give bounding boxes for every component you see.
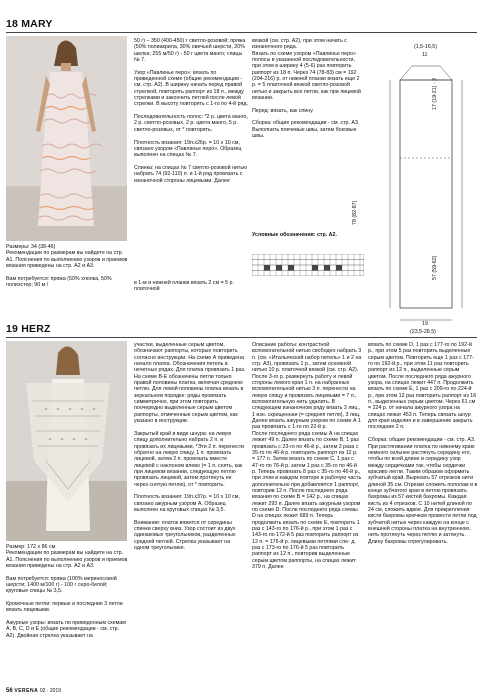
herz-column-3: вязать по схеме D, 1 раз с 177-го по 192-й р., при этом 5 раз повторить выделенные серым цветом. Повторить еще 1 раз с 177-го по 192-й р., при этом 11 раз повторить раппорт из 12 п., выделенные серым цветом. После последнего ряда ажурного узора, на спицах лежит 447 п. Продолжить вязать по схеме E, 1 раз с 209-го по 224-й р., при этом 12 раз повторить раппорт из 16 п., выделенных серым цветом. Через 61 см = 224 р. от начала ажурного узора на спицах лежат 453 п. Теперь связать шнур для края изделия и в завершение закрыть последние 2 п. Сборка: общие рекомендации - см. стр. А3. При растягивании платка по нижнему краю немного сильнее растянуть середину его, чтобы по всей длине и середину узор между сердечками так, чтобы сердечки красиво легли. Таким образом оформить зубчатый край. Вырезать 57 отрезков нити длиной 35 см. Отрезки сложить пополам и в конце зубчатого края в петлю провязать бахромы из 57 кистей бахромы. Каждая кисть из 4 отрезков. С 10 нитей длиной по 24 см, сложить вдвое. Для прикрепления кисти бахромы крючком провести петли под зубчатой нитью через каждую на конце с внешней стороны платка на внутреннюю, нить протянуть через петлю и затянуть. Длину бахромы отрегулировать. [368,342,478,545]
section-title-mary [6,18,53,30]
section-number: 19 [6,323,19,335]
schematic-dim-a: 17 (19-21) - 2 [432,77,438,110]
issue-number: 02 · 2019 [39,688,62,694]
herz-column-1: участки, выделенные серым цветом, обозначают раппорты, которые повторить согласно инструкции. На схеме А приведена начало платка. Обозначения петель в нечетных рядах. Для платка провязать 1 раз. На схеме В-E обозначены петли только правой половины платка, включая среднюю петлю. Для левой половины платка вязать в зеркальном порядке: ряды провязать симметрично, при этом повторить поочередно выделенные серым цветом раппорты, отмеченные серым цветом, как указано в инструкции. Закрытый край в виде шнура: на левую спицу дополнительно набрать 2 п. и провязать их лицевыми. *Эти 2 п. перенести обратно на левую спицу, 1 п. провязать лицевой, затем 2 п. провязать вместе лицевой с наклоном влево (= 1 п. снять, как при лицевом вязании, следующую петлю провязать лицевой, затем протянуть ее через снятую петлю), от * повторить. Плотность вязания: 19п.х37р. = 10 х 10 см, связано ажурным узором А. Образец выполнен на круговых спицах № 3,5. Внимание: платок вяжется от середины спинки сверху вниз. Узор состоит из двух одинаковых треугольников, разделенных средней петлей. Стрелка указывает на одном треугольнике. [134,342,246,551]
herz-column-2: Описание работы: контрастной вспомогательной нитью свободно набрать 3 п. (см. «Итальянский набор петель» 1 и 2 на стр. А3), провязать 1 р., затем основной нитью 10 р. платочной вязкой (см. стр. А2). После 3-го р. развернуть работу и левой стороны левого края 1 п. на набранных вспомогательной нитью 3 п. перенести на левую спицу и провязать лицевыми = 7 п., вспомогательную нить удалить. В следующем изнаночном ряду вязать 3 лиц., 1 изн. скрещенная (= средняя петля), 3 лиц. Далее вязать ажурным узором по схеме А 1 раз провязать с 1-го по 22-й р. После последнего ряда схемы А на спицах лежит 49 п. Далее вязать по схеме В, 1 раз провязать с 23-го по 46-й р., затем 2 раза с 35-го по 46-й р. повторить раппорт из 12 р. = 177 п. Затем вязать по схеме С, 1 раз с 47-го по 76-й р. затем 1 раз с 35-го по 46-й р. Теперь провязать 8 раз с 35-го по 46-й р., при этом в каждом повторе в рабочую часть дополнительно при добавляется 1 раппорт, повторив 12 п. После последнего ряда вязания по схеме В = 142 р., на спицах лежит 293 п. Далее вязать ажурным узором по схеме D. После последнего ряда схемы D на спицах лежит 689 п. Теперь продолжить вязать по схеме E, повторить 1 раз с 143-го по 176-й р., при этом 1 раз с 143-го по 172-й 5 раз повторить раппорт из 12 п. = 176-й р. лицевыми петлями сле- д. раз с 173-го по 176-й 5 раз повторить раппорт из 12 п., повторив выделенные серым цветом раппорты, на спицах лежит 379 п. Далее [252,342,362,571]
legend-label: Условные обозначения: стр. А2. [252,232,337,238]
dress-photo-icon [6,36,127,241]
page-number: 56 [6,688,13,694]
shawl-photo-icon [6,341,127,541]
brand-name: VERENA [14,688,39,694]
mary-column-2: вязкой (см. стр. А2), при этом начать с изнаночного ряда. Вязать по схеме узором «Павлинье перо» полосы в указанной последовательности, при этом в ширину 4 (5-6) раз повторить раппорт из 18 п. Через 74 (78-83) см = 192 (204-216) р. от нижней планки вязать еще 2 р. = 5 платочной вязкой светло-розовой нитью и закрыть все петли, как при лицевой вязании. Перед: вязать, как спину. Сборка: общие рекомендации - см. стр. А3. Выполнить плечевые швы, затем боковые швы. [252,38,361,140]
size-info-herz: Размер: 172 х 86 см Рекомендации по размерам вы найдете на стр. А1. Пояснения по выполнению узоров и приемов вязания приведены на стр. А2 и А3. Вам потребуется: пряжа (100% мериносовой шерсти; 1400 м/100 г) - 100 г серо-белой; круговые спицы № 3,5. Кромочные петли: первые и последние 3 петли вязать лицевыми. Ажурные узоры: вязать по приведенным схемам А, В, С, D и E (общие рекомендации - см. стр. А2). Двойная стрелка указывает на [6,544,128,639]
schematic-bottom-2: (23,5-28,5) [410,329,436,335]
section-name: HERZ [21,323,51,335]
mary-column-1: 50 г) – 350 (400-450) г светло-розовой; пряжа (50% полиакрила, 30% овечьей шерсти, 20% шелка; 255 м/50 г) - 50 г цвета манго; спицы № 7. Узор «Павлинье перо»: вязать по приведенной схеме (общие рекомендации - см. стр. А2). В ширину начать перед правой стрелкой, повторять раппорт из 18 п., между стрелками и закончить петлей после левой стрелки. В высоту повторять с 1-го по 4-й ряд. Последовательность полос: *2 р. цвета манго, 2 р. светло-розовых, 2 р. цвета манго, 5 р. светло-розовых, от * повторять. Плотность вязания: 19п.х26р. = 10 х 10 см, связано узором «Павлинье перо». Образец выполнен на спицах № 7. Спинка: на спицах № 7 светло-розовой нитью набрать 74 (92-110) п. и 1-й ряд провязать с изнаночной стороны лицевыми. Далее [134,38,248,184]
size-info-mary: Размеры: 34 (38-46) Рекомендации по размерам вы найдете на стр. А1. Пояснения по выполнению узоров и приемов вязания приведены на стр. А2 и А3. Вам потребуется: пряжа (50% хлопка, 50% полиэстер; 90 м / [6,244,128,289]
schematic-bottom: 19 [422,321,428,327]
schematic-mary [352,40,480,340]
section-name: MARY [21,18,53,30]
model-photo-mary [6,36,127,241]
schematic-top-label: (1,5-16,5) [414,44,437,50]
section-number: 18 [6,18,19,30]
schematic-dim-b: 78 (82-87) [352,200,358,225]
pattern-chart-mary [252,254,364,276]
mary-column-1-extra: в 1-м и нижней планки вязать 2 см = 5 р. платочной [134,280,234,293]
schematic-dim-c: 57 (59-62) [432,255,438,280]
page-footer [6,688,61,694]
section-divider [6,32,477,33]
section-divider [6,337,477,338]
schematic-top-label-2: 11 [422,52,428,58]
model-photo-herz [6,341,127,541]
section-title-herz [6,323,51,335]
